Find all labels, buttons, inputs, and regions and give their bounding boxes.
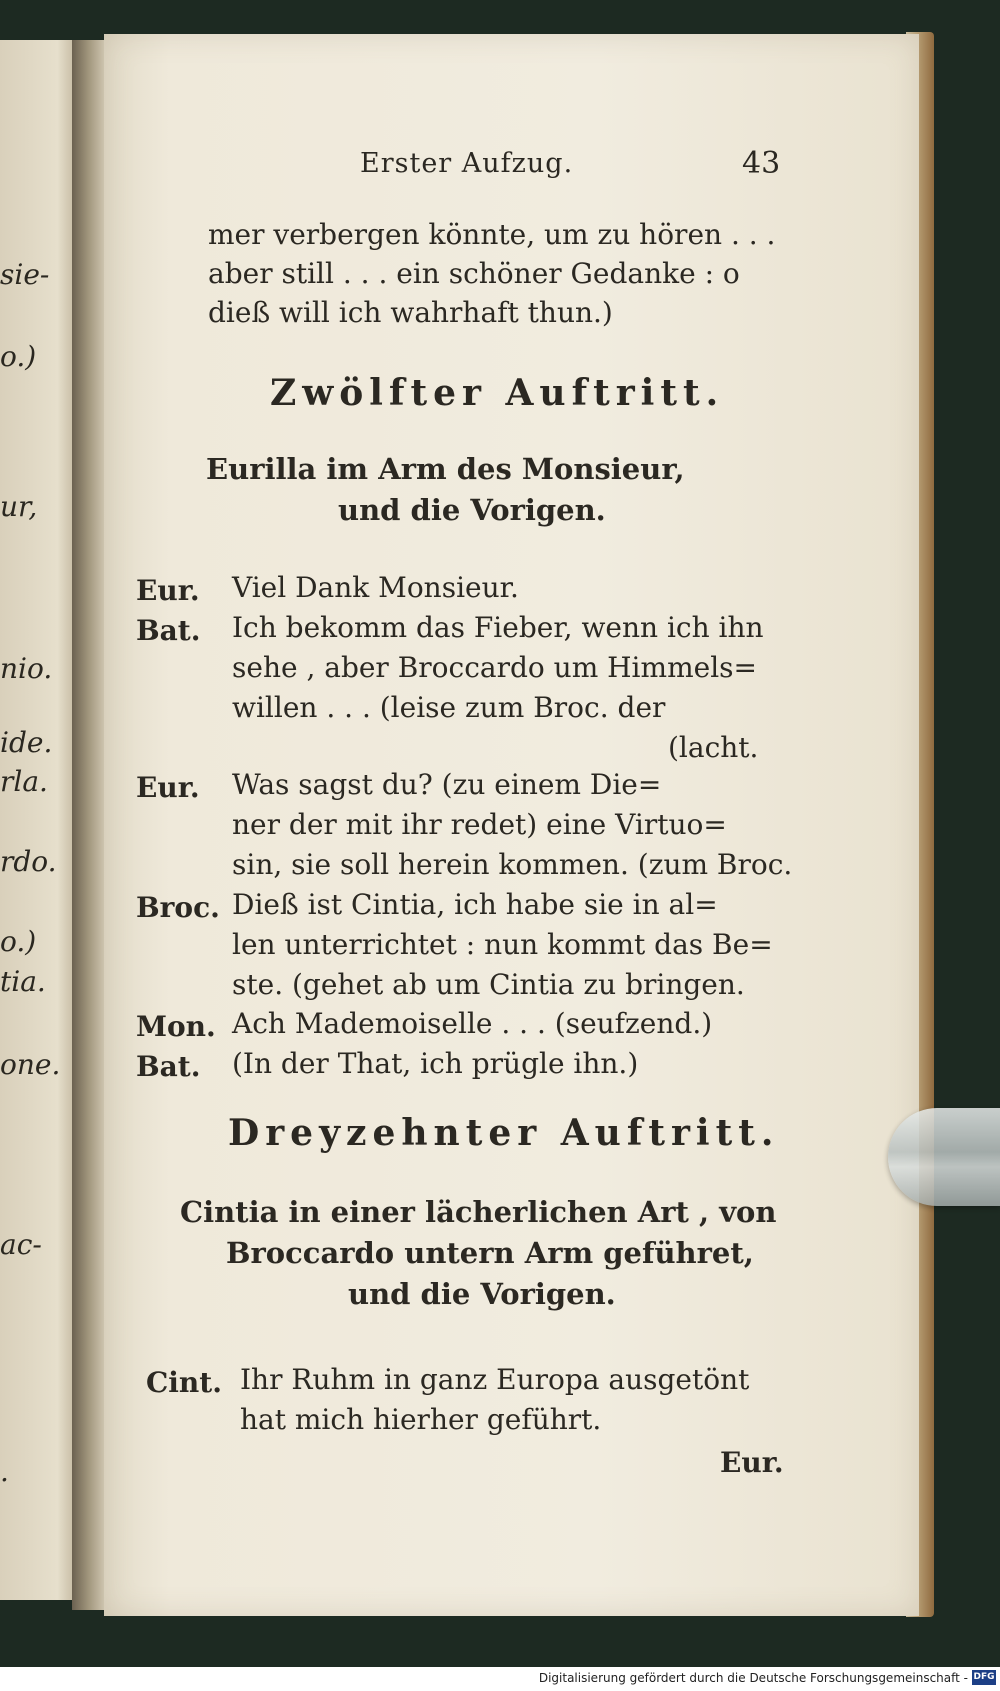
left-fragment: ac- xyxy=(0,1228,42,1261)
stage-direction: Cintia in einer lächerlichen Art , von xyxy=(180,1195,777,1229)
left-fragment: rdo. xyxy=(0,845,57,878)
left-fragment: ur, xyxy=(0,490,38,523)
speech-line: Ich bekomm das Fieber, wenn ich ihn xyxy=(232,611,764,644)
speaker-label: Broc. xyxy=(136,891,220,924)
left-fragment: ide. xyxy=(0,726,53,759)
speech-line: sehe , aber Broccardo um Himmels= xyxy=(232,651,757,684)
left-fragment: o.) xyxy=(0,340,37,373)
running-title: Erster Aufzug. xyxy=(360,148,574,179)
speech-line: Dieß ist Cintia, ich habe sie in al= xyxy=(232,888,718,921)
speaker-label: Cint. xyxy=(146,1366,222,1399)
scene-title: Zwölfter Auftritt. xyxy=(270,372,725,414)
page-clip xyxy=(888,1108,1000,1206)
speech-line: (In der That, ich prügle ihn.) xyxy=(232,1047,639,1080)
catchword: Eur. xyxy=(720,1446,784,1479)
dfg-logo: DFG xyxy=(972,1670,996,1685)
speaker-label: Bat. xyxy=(136,614,201,647)
text-line: aber still . . . ein schöner Gedanke : o xyxy=(208,257,740,290)
stage-direction: und die Vorigen. xyxy=(348,1277,616,1311)
book-gutter xyxy=(72,40,108,1610)
text-line: dieß will ich wahrhaft thun.) xyxy=(208,296,613,329)
speech-line: sin, sie soll herein kommen. (zum Broc. xyxy=(232,848,793,881)
speaker-label: Eur. xyxy=(136,771,200,804)
speech-line: ste. (gehet ab um Cintia zu bringen. xyxy=(232,968,745,1001)
speech-line: Ihr Ruhm in ganz Europa ausgetönt xyxy=(240,1363,750,1396)
speech-line: ner der mit ihr redet) eine Virtuo= xyxy=(232,808,727,841)
speaker-label: Bat. xyxy=(136,1050,201,1083)
footer-credit: Digitalisierung gefördert durch die Deutsche Forschungsgemeinschaft - xyxy=(538,1671,968,1685)
left-fragment: rla. xyxy=(0,765,48,798)
speech-line: Was sagst du? (zu einem Die= xyxy=(232,768,662,801)
left-fragment: . xyxy=(0,1455,9,1488)
speech-line: len unterrichtet : nun kommt das Be= xyxy=(232,928,773,961)
stage-direction: und die Vorigen. xyxy=(338,493,606,527)
left-fragment: tia. xyxy=(0,965,46,998)
stage-direction: Broccardo untern Arm geführet, xyxy=(226,1236,754,1270)
scene-title: Dreyzehnter Auftritt. xyxy=(228,1112,780,1154)
speaker-label: Eur. xyxy=(136,574,200,607)
left-fragment: sie- xyxy=(0,258,50,291)
speech-line: willen . . . (leise zum Broc. der xyxy=(232,691,666,724)
speech-line: Ach Mademoiselle . . . (seufzend.) xyxy=(232,1007,713,1040)
text-line: mer verbergen könnte, um zu hören . . . xyxy=(208,218,776,251)
speech-line: hat mich hierher geführt. xyxy=(240,1403,602,1436)
left-fragment: nio. xyxy=(0,652,53,685)
stage-direction: Eurilla im Arm des Monsieur, xyxy=(206,452,685,486)
speaker-label: Mon. xyxy=(136,1010,216,1043)
page-number: 43 xyxy=(742,146,781,181)
left-fragment: one. xyxy=(0,1048,61,1081)
speech-line: (lacht. xyxy=(668,731,759,764)
left-fragment: o.) xyxy=(0,925,37,958)
speech-line: Viel Dank Monsieur. xyxy=(232,571,519,604)
